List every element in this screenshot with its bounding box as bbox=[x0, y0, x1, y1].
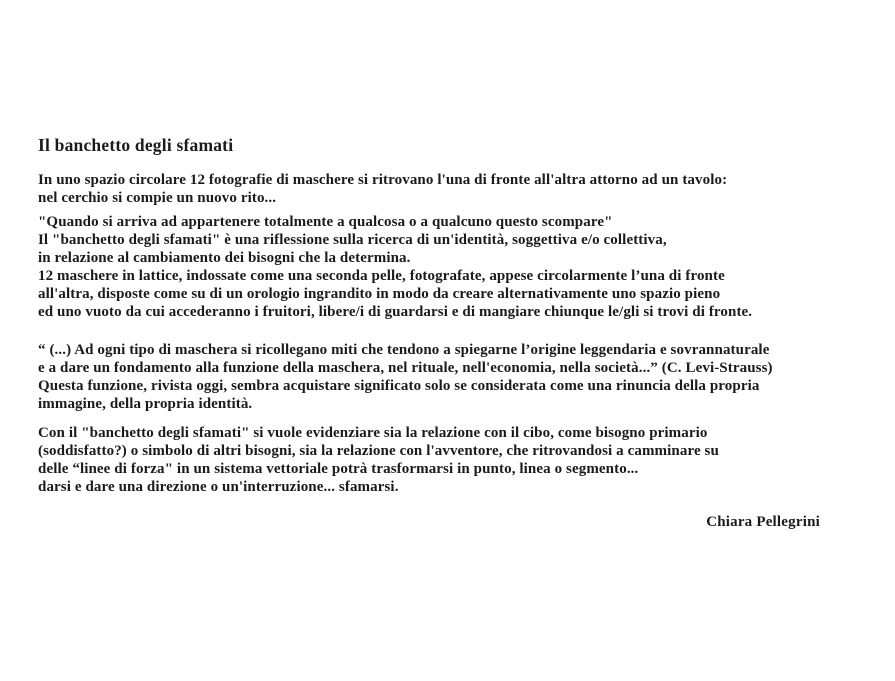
text-line: in relazione al cambiamento dei bisogni che la determina. bbox=[38, 250, 411, 266]
text-line: (soddisfatto?) o simbolo di altri bisogni, sia la relazione con l'avventore, che ritrovandosi a camminare su bbox=[38, 443, 719, 459]
text-line: delle “linee di forza" in un sistema vettoriale potrà trasformarsi in punto, linea o segmento... bbox=[38, 461, 639, 477]
text-line: e a dare un fondamento alla funzione della maschera, nel rituale, nell'economia, nella società...” (C. Levi-Strauss) bbox=[38, 360, 773, 376]
author-signature: Chiara Pellegrini bbox=[706, 514, 820, 530]
text-line: Il "banchetto degli sfamati" è una riflessione sulla ricerca di un'identità, soggettiva e/o collettiva, bbox=[38, 232, 667, 248]
text-line: darsi e dare una direzione o un'interruzione... sfamarsi. bbox=[38, 479, 399, 495]
text-line: Con il "banchetto degli sfamati" si vuole evidenziare sia la relazione con il cibo, come bisogno primario bbox=[38, 425, 708, 441]
text-line: "Quando si arriva ad appartenere totalmente a qualcosa o a qualcuno questo scompare" bbox=[38, 214, 613, 230]
text-line: Questa funzione, rivista oggi, sembra acquistare significato solo se considerata come una rinuncia della propria bbox=[38, 378, 760, 394]
text-line: immagine, della propria identità. bbox=[38, 396, 253, 412]
text-line: In uno spazio circolare 12 fotografie di maschere si ritrovano l'una di fronte all'altra attorno ad un tavolo: bbox=[38, 172, 728, 188]
paragraph-quote-levi-strauss bbox=[38, 341, 865, 413]
text-line: 12 maschere in lattice, indossate come una seconda pelle, fotografate, appese circolarmente l’una di fronte bbox=[38, 268, 725, 284]
text-line: “ (...) Ad ogni tipo di maschera si ricollegano miti che tendono a spiegarne l’origine leggendaria e sovrannaturale bbox=[38, 342, 770, 358]
paragraph-description bbox=[38, 213, 865, 321]
text-line: nel cerchio si compie un nuovo rito... bbox=[38, 190, 277, 206]
text-line: all'altra, disposte come su di un orologio ingrandito in modo da creare alternativamente uno spazio pieno bbox=[38, 286, 721, 302]
page-title: Il banchetto degli sfamati bbox=[38, 135, 234, 155]
paragraph-intro bbox=[38, 171, 865, 207]
text-line: ed uno vuoto da cui accederanno i fruitori, libere/i di guardarsi e di mangiare chiunque le/gli si trovi di fronte. bbox=[38, 304, 753, 320]
paragraph-conclusion bbox=[38, 424, 865, 496]
